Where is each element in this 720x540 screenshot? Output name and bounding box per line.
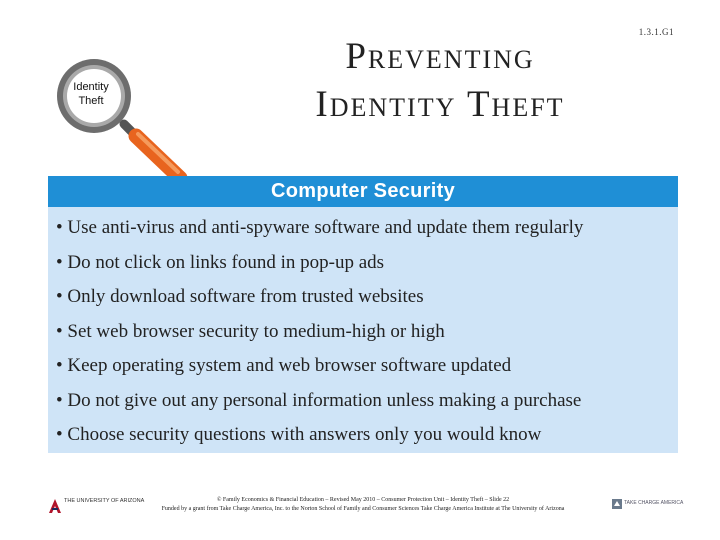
section-heading: Computer Security xyxy=(48,176,678,207)
bullet-item: • Only download software from trusted websites xyxy=(56,286,424,307)
bullet-item: • Use anti-virus and anti-spyware software and update them regularly xyxy=(56,217,584,238)
university-a-icon xyxy=(48,498,62,514)
magnifying-glass-icon xyxy=(52,56,192,186)
take-charge-america-text: TAKE CHARGE AMERICA xyxy=(624,500,684,506)
university-logo-text: THE UNIVERSITY OF ARIZONA xyxy=(64,498,145,504)
bullet-text: Keep operating system and web browser software updated xyxy=(67,355,512,376)
footer-credits xyxy=(118,496,608,514)
bullet-item: • Do not click on links found in pop-up ads xyxy=(56,251,385,273)
title-line-1: Preventing xyxy=(345,36,535,77)
footer-line-1: © Family Economics & Financial Education – Revised May 2010 – Consumer Protection Unit – Identity Theft – Slide 22 xyxy=(216,497,510,503)
bullet-text: Set web browser security to medium-high or high xyxy=(67,320,445,342)
bullet-text: Use anti-virus and anti-spyware software and update them regularly xyxy=(67,217,584,238)
logo-label-line-1: Identity xyxy=(73,81,109,93)
take-charge-america-icon xyxy=(612,499,622,509)
bullet-text: Only download software from trusted websites xyxy=(67,286,424,307)
bullet-text: Do not click on links found in pop-up ads xyxy=(67,251,385,273)
slide-title xyxy=(255,33,625,129)
bullet-list xyxy=(48,207,678,453)
bullet-item: • Do not give out any personal information unless making a purchase xyxy=(56,389,582,411)
footer-line-2: Funded by a grant from Take Charge America, Inc. to the Norton School of Family and Consumer Sciences Take Charge America Institute at The University of Arizona xyxy=(161,506,565,512)
bullet-text: Choose security questions with answers only you would know xyxy=(67,424,542,445)
university-of-arizona-logo xyxy=(48,496,145,516)
bullet-item: • Keep operating system and web browser software updated xyxy=(56,355,512,376)
bullet-item: • Choose security questions with answers only you would know xyxy=(56,424,542,445)
slide-code: 1.3.1.G1 xyxy=(638,27,674,37)
logo-label-line-2: Theft xyxy=(78,95,104,107)
title-line-2: Identity Theft xyxy=(315,84,565,125)
bullet-item: • Set web browser security to medium-high or high xyxy=(56,320,445,342)
magnifier-handle xyxy=(124,124,180,178)
logo-label xyxy=(60,80,122,108)
content-panel xyxy=(48,176,678,453)
take-charge-america-logo xyxy=(612,498,684,512)
bullet-text: Do not give out any personal information unless making a purchase xyxy=(67,389,582,411)
